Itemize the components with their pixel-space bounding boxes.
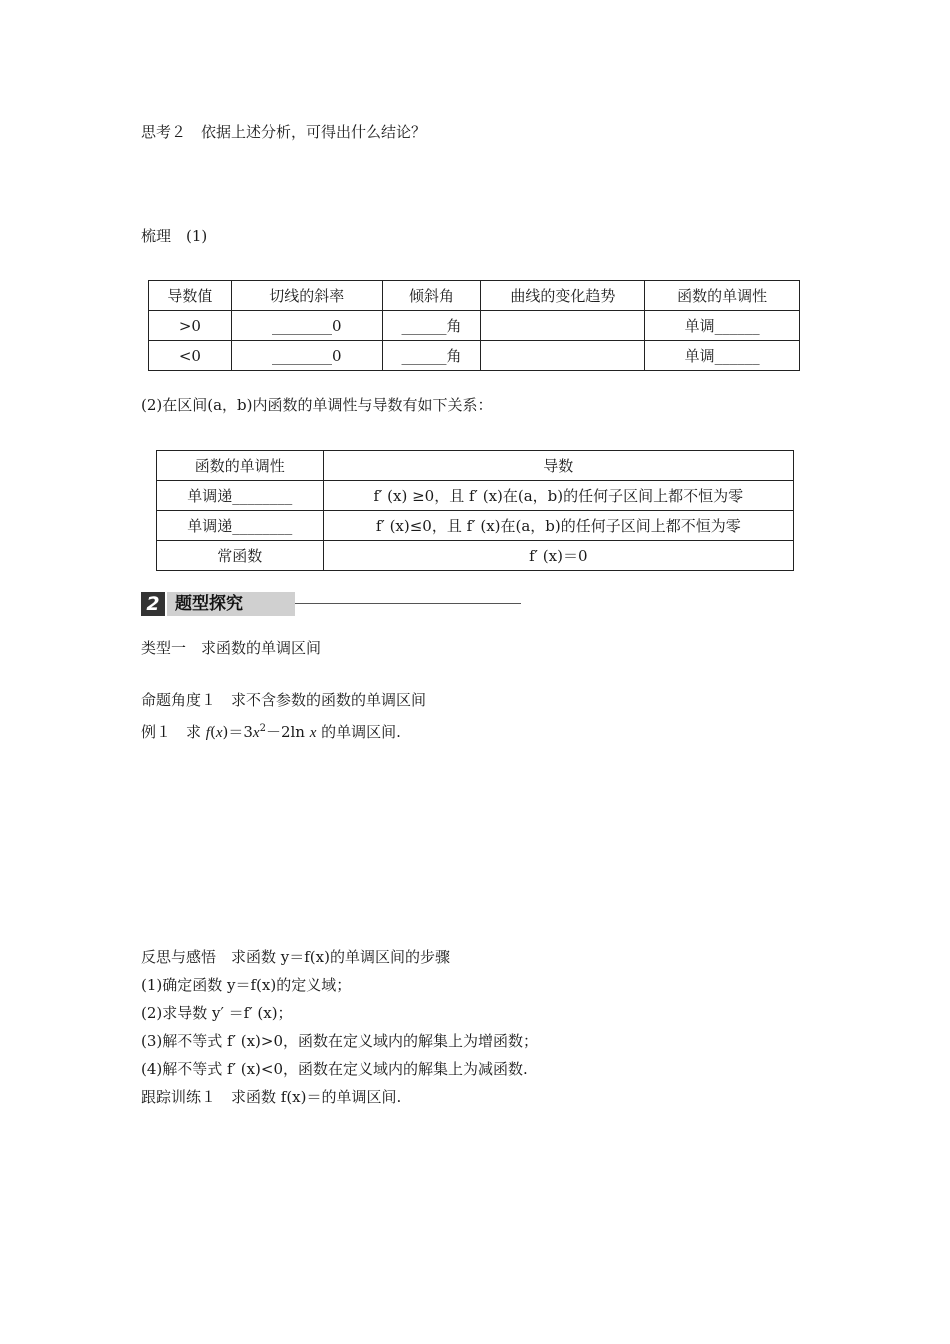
exponent: 2 xyxy=(259,723,266,734)
table-row xyxy=(157,541,794,571)
table-cell xyxy=(481,311,645,341)
table-cell: ________0 xyxy=(231,341,382,371)
math-variable: f xyxy=(205,725,210,741)
practice-1: 跟踪训练１ 求函数 f(x)＝的单调区间. xyxy=(141,1088,402,1106)
math-variable: x xyxy=(252,725,260,741)
table-cell: ________0 xyxy=(231,311,382,341)
section-divider xyxy=(295,603,521,604)
table-header-cell: 曲线的变化趋势 xyxy=(481,281,645,311)
table-row xyxy=(149,311,800,341)
think-question-2: 思考２ 依据上述分析，可得出什么结论？ xyxy=(141,123,427,141)
math-variable: x xyxy=(215,725,223,741)
table-cell: >0 xyxy=(149,311,232,341)
table-header-cell: 倾斜角 xyxy=(382,281,481,311)
table-cell: ______角 xyxy=(382,341,481,371)
derivative-sign-table xyxy=(148,280,800,371)
table-cell: 单调______ xyxy=(645,311,800,341)
table-header-row xyxy=(157,451,794,481)
section-banner xyxy=(141,592,521,616)
reflection-step: (4)解不等式 f′ (x)<0，函数在定义域内的解集上为减函数. xyxy=(141,1060,528,1078)
example-text: )＝3 xyxy=(222,723,253,741)
table-row xyxy=(157,511,794,541)
monotonicity-derivative-table xyxy=(156,450,794,571)
reflection-step: (1)确定函数 y＝f(x)的定义域； xyxy=(141,976,352,994)
table-header-cell: 导数值 xyxy=(149,281,232,311)
table-cell: f′ (x) ≥0，且 f′ (x)在(a，b)的任何子区间上都不恒为零 xyxy=(323,481,793,511)
example-text: ( xyxy=(209,723,216,741)
table-cell: 单调______ xyxy=(645,341,800,371)
section-title: 题型探究 xyxy=(167,592,295,616)
example-1 xyxy=(141,719,401,743)
table-row xyxy=(149,341,800,371)
table-cell xyxy=(481,341,645,371)
summary-label: 梳理 (1) xyxy=(141,227,208,245)
table-cell: 单调递________ xyxy=(157,511,324,541)
table-row xyxy=(157,481,794,511)
type-heading: 类型一 求函数的单调区间 xyxy=(141,639,322,657)
reflection-step: (3)解不等式 f′ (x)>0，函数在定义域内的解集上为增函数； xyxy=(141,1032,539,1050)
table-header-cell: 函数的单调性 xyxy=(157,451,324,481)
example-text: 例１ 求 xyxy=(141,723,206,741)
reflection-step: (2)求导数 y′ ＝f′ (x)； xyxy=(141,1004,293,1022)
section-number: 2 xyxy=(141,592,165,616)
table-cell: 单调递________ xyxy=(157,481,324,511)
relation-intro: (2)在区间(a，b)内函数的单调性与导数有如下关系： xyxy=(141,396,493,414)
example-text: 的单调区间. xyxy=(316,723,401,741)
example-text: －2ln xyxy=(265,723,310,741)
math-variable: x xyxy=(309,725,317,741)
table-cell: ______角 xyxy=(382,311,481,341)
table-cell: 常函数 xyxy=(157,541,324,571)
proposition-angle-heading: 命题角度１ 求不含参数的函数的单调区间 xyxy=(141,691,427,709)
table-cell: f′ (x)≤0，且 f′ (x)在(a，b)的任何子区间上都不恒为零 xyxy=(323,511,793,541)
table-header-row xyxy=(149,281,800,311)
table-header-cell: 函数的单调性 xyxy=(645,281,800,311)
table-cell: f′ (x)＝0 xyxy=(323,541,793,571)
table-cell: <0 xyxy=(149,341,232,371)
table-header-cell: 切线的斜率 xyxy=(231,281,382,311)
reflection-title: 反思与感悟 求函数 y＝f(x)的单调区间的步骤 xyxy=(141,948,450,966)
table-header-cell: 导数 xyxy=(323,451,793,481)
